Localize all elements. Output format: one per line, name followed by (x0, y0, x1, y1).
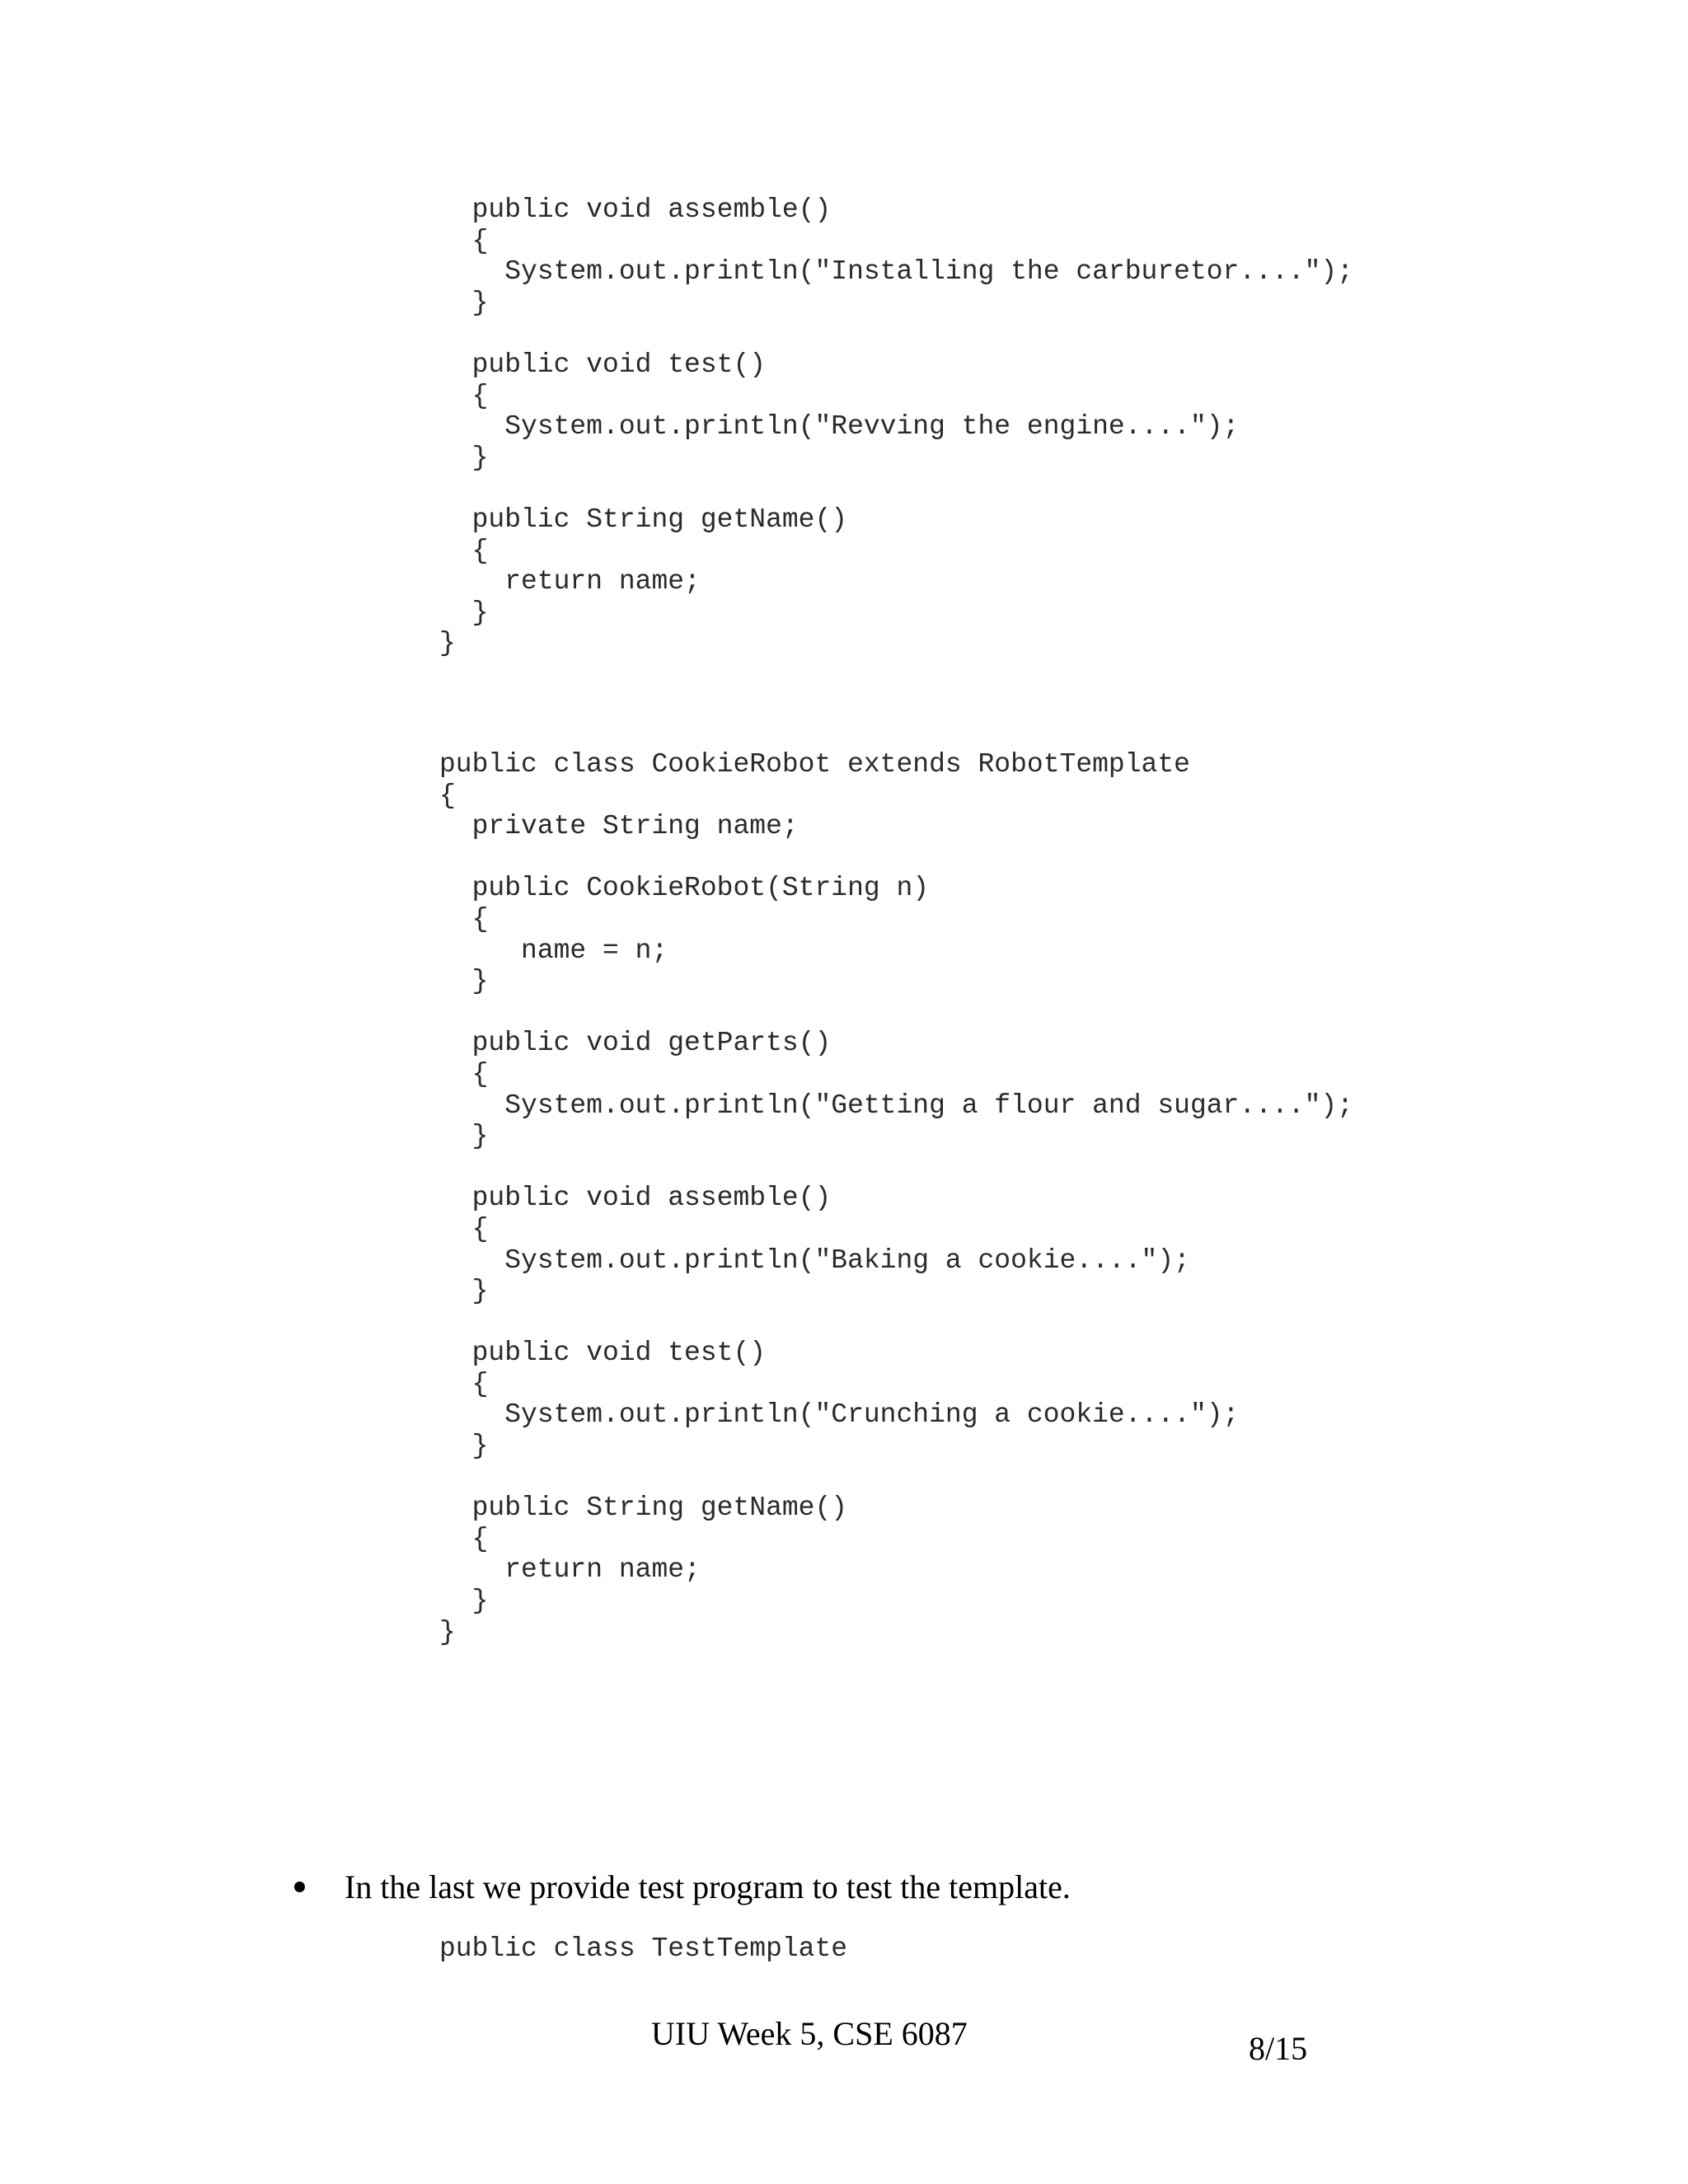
bullet-item (293, 1865, 1071, 1908)
code-line: { (439, 225, 489, 256)
code-line: return name; (439, 566, 701, 598)
code-line: public void assemble() (439, 1183, 832, 1214)
code-line (439, 1152, 1353, 1183)
code-line: public String getName() (439, 504, 848, 535)
code-line: System.out.println("Getting a flour and sugar...."); (439, 1090, 1353, 1121)
code-line (439, 318, 1353, 349)
code-line: public CookieRobot(String n) (439, 873, 930, 904)
code-line: name = n; (439, 935, 668, 966)
bullet-dot-icon (294, 1882, 305, 1892)
code-line: } (439, 1121, 489, 1152)
code-line (439, 1462, 1353, 1493)
code-line: public class TestTemplate (439, 1933, 848, 1964)
code-line (439, 997, 1353, 1029)
code-block-test-template (439, 1933, 847, 1965)
code-line: } (439, 442, 489, 473)
code-block-robot-methods (439, 194, 1353, 659)
code-line: System.out.println("Installing the carburetor...."); (439, 256, 1353, 288)
code-line: System.out.println("Baking a cookie...."); (439, 1244, 1190, 1276)
code-line: } (439, 1586, 489, 1617)
code-line: public void test() (439, 1338, 767, 1369)
code-line: public void getParts() (439, 1028, 832, 1059)
code-line: { (439, 1523, 489, 1554)
code-line: { (439, 1213, 489, 1244)
code-line: } (439, 287, 489, 318)
code-line: } (439, 1616, 456, 1647)
code-line: { (439, 535, 489, 566)
code-line: return name; (439, 1554, 701, 1586)
code-line: } (439, 966, 489, 997)
page-number: 8/15 (1249, 2030, 1308, 2067)
code-line: public void test() (439, 349, 767, 380)
code-line: } (439, 597, 489, 628)
code-line: public String getName() (439, 1493, 848, 1524)
code-line: System.out.println("Revving the engine...."); (439, 411, 1240, 443)
code-line: public void assemble() (439, 194, 832, 225)
code-line: { (439, 1058, 489, 1090)
code-line: System.out.println("Crunching a cookie...."); (439, 1399, 1240, 1431)
code-block-cookie-robot (439, 749, 1353, 1647)
code-line: } (439, 628, 456, 659)
bullet-text: In the last we provide test program to test the template. (345, 1868, 1071, 1905)
code-line: } (439, 1276, 489, 1307)
code-line (439, 842, 1353, 874)
code-line: { (439, 903, 489, 935)
code-line (439, 1307, 1353, 1338)
code-line: public class CookieRobot extends RobotTemplate (439, 749, 1190, 780)
footer-course-label: UIU Week 5, CSE 6087 (651, 2015, 968, 2052)
code-line: } (439, 1431, 489, 1462)
code-line: { (439, 1368, 489, 1399)
code-line: { (439, 380, 489, 411)
code-line: private String name; (439, 811, 799, 842)
code-line: { (439, 780, 456, 811)
code-line (439, 473, 1353, 504)
